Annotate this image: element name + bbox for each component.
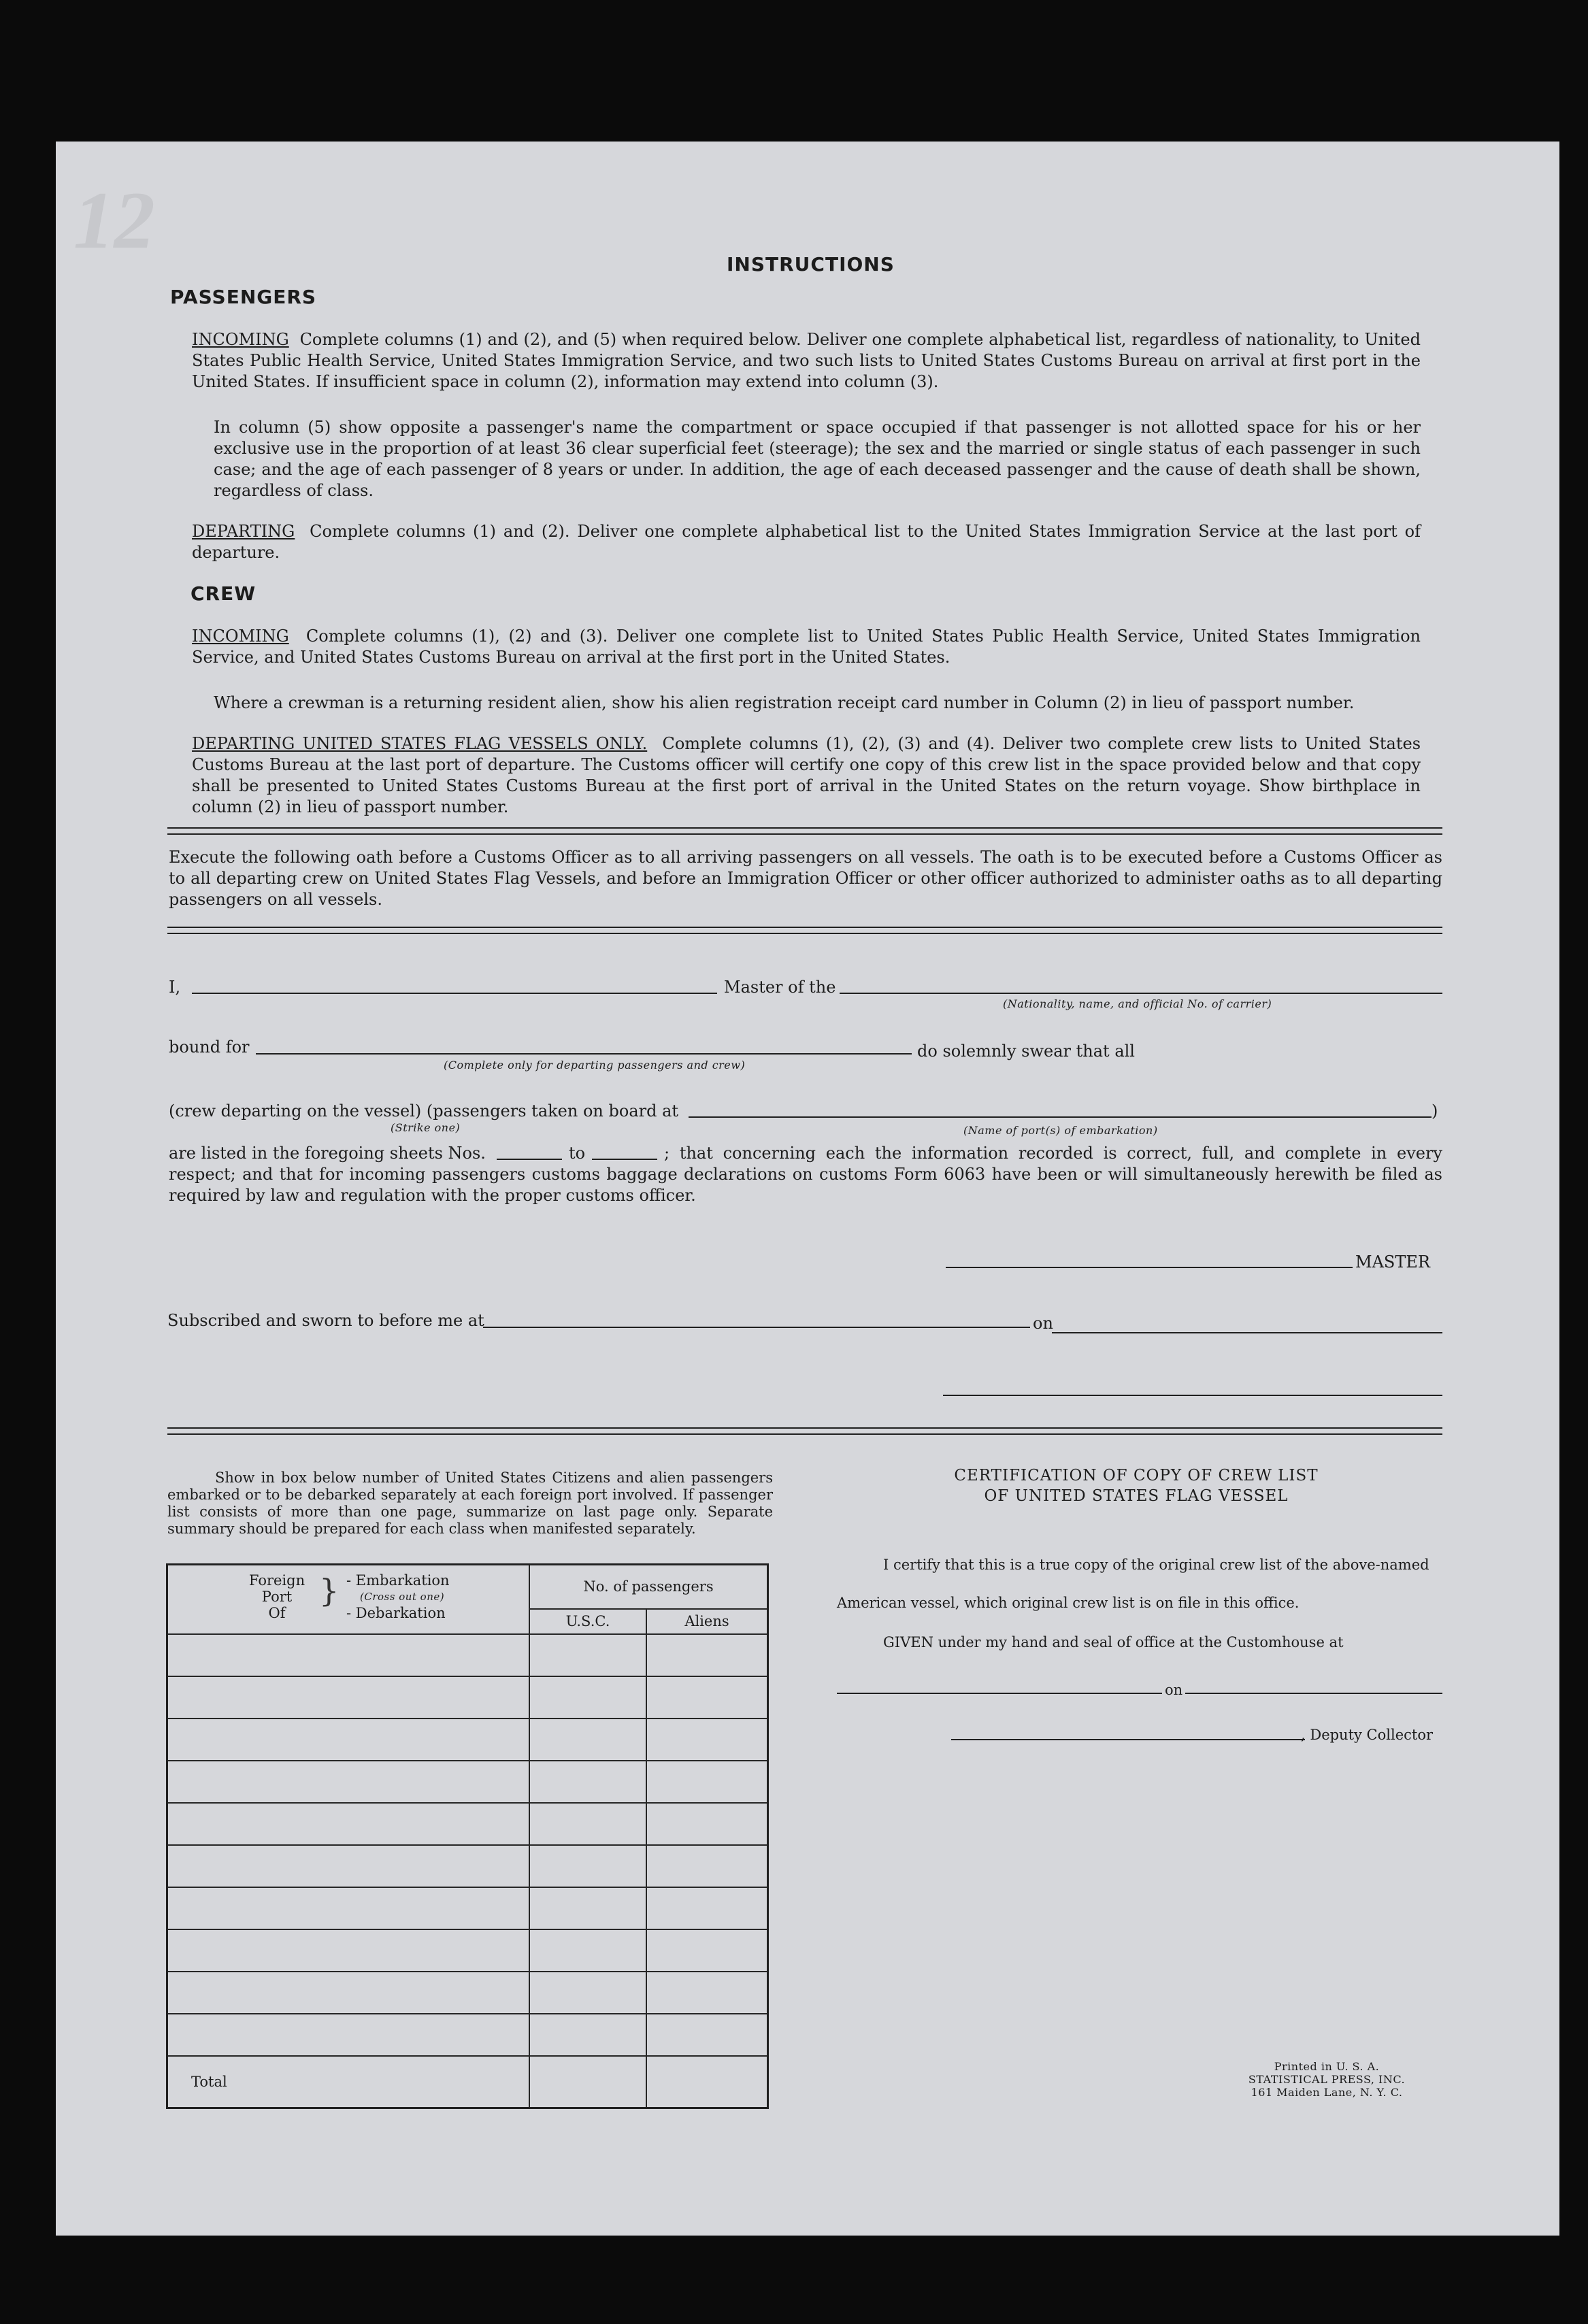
table-row <box>167 1972 768 2014</box>
deputy-collector-label: , Deputy Collector <box>1301 1727 1434 1743</box>
crew-passengers-label: (crew departing on the vessel) (passengers taken on board at <box>169 1101 679 1120</box>
embarkation-label[interactable]: - Embarkation <box>346 1572 450 1589</box>
certification-line-1: I certify that this is a true copy of the original crew list of the above-named <box>883 1557 1429 1573</box>
port-cell[interactable] <box>167 1887 530 1929</box>
port-cell[interactable] <box>167 2014 530 2056</box>
passengers-incoming-text: Complete columns (1) and (2), and (5) when required below. Deliver one complete alphabetical list, regardless of nationality, to United States Public Health Service, United States Immigration Service, and two such lists to United States Customs Bureau on arrival at first port in the United States. If insufficient space in column (2), information may extend into column (3). <box>192 330 1421 391</box>
port-header-cell <box>167 1565 530 1635</box>
bound-for-field[interactable] <box>256 1053 912 1055</box>
aliens-cell[interactable] <box>646 1887 768 1929</box>
usc-cell[interactable] <box>529 1676 646 1719</box>
subscribed-on-label: on <box>1033 1314 1053 1333</box>
port-cell[interactable] <box>167 1634 530 1676</box>
brace-icon: } <box>319 1572 340 1609</box>
subscribed-date-field[interactable] <box>1052 1332 1442 1333</box>
port-cell[interactable] <box>167 1929 530 1972</box>
aliens-cell[interactable] <box>646 2014 768 2056</box>
ports-field[interactable] <box>689 1116 1432 1118</box>
ports-caption: (Name of port(s) of embarkation) <box>963 1124 1158 1137</box>
certification-line-3: GIVEN under my hand and seal of office at the Customhouse at <box>883 1634 1344 1650</box>
table-row <box>167 1803 768 1845</box>
usc-cell[interactable] <box>529 2014 646 2056</box>
crew-incoming-instructions <box>192 626 1421 668</box>
crew-heading: CREW <box>191 582 257 605</box>
foreign-port-of-label: Foreign Port Of <box>248 1572 305 1621</box>
usc-header: U.S.C. <box>529 1609 646 1634</box>
certification-on-label: on <box>1165 1682 1183 1698</box>
passengers-departing-instructions <box>192 521 1421 563</box>
certification-title: CERTIFICATION OF COPY OF CREW LIST OF UNITED STATES FLAG VESSEL <box>954 1467 1319 1505</box>
table-row <box>167 2014 768 2056</box>
crew-resident-instructions: Where a crewman is a returning resident alien, show his alien registration receipt card number in Column (2) in lieu of passport number. <box>214 693 1355 712</box>
master-of-the-label: Master of the <box>724 978 836 997</box>
swear-label: do solemnly swear that all <box>917 1042 1135 1061</box>
port-cell[interactable] <box>167 1972 530 2014</box>
certification-date-field[interactable] <box>1185 1693 1442 1694</box>
total-label: Total <box>167 2056 530 2108</box>
master-label: MASTER <box>1355 1252 1430 1272</box>
officer-signature-field[interactable] <box>943 1395 1442 1396</box>
column5-instructions: In column (5) show opposite a passenger's name the compartment or space occupied if that passenger is not allotted space for his or her exclusive use in the proportion of at least 36 clear superficial feet (steerage); the sex and the married or single status of each passenger in such case; and the age of each passenger of 8 years or under. In addition, the age of each deceased passenger and the cause of death shall be shown, regardless of class. <box>214 418 1421 500</box>
table-row <box>167 1719 768 1761</box>
port-cell[interactable] <box>167 1845 530 1887</box>
aliens-total-cell[interactable] <box>646 2056 768 2108</box>
table-row <box>167 1929 768 1972</box>
aliens-cell[interactable] <box>646 1845 768 1887</box>
bound-for-label: bound for <box>169 1038 250 1057</box>
crew-incoming-text: Complete columns (1), (2) and (3). Deliver one complete list to United States Public Health Service, United States Immigration Service, and United States Customs Bureau on arrival at the first port in the United States. <box>192 627 1421 667</box>
aliens-cell[interactable] <box>646 1803 768 1845</box>
oath-i-label: I, <box>169 978 181 997</box>
crew-departing-text: Complete columns (1), (2), (3) and (4). Deliver two complete crew lists to United States Customs Bureau at the last port of departure. The Customs officer will certify one copy of this crew list in the space provided below and that copy shall be presented to United States Customs Bureau at the first port of arrival in the United States on the return voyage. Show birthplace in column (2) in lieu of passport number. <box>192 734 1421 816</box>
aliens-cell[interactable] <box>646 1634 768 1676</box>
aliens-cell[interactable] <box>646 1676 768 1719</box>
table-row <box>167 1676 768 1719</box>
aliens-cell[interactable] <box>646 1972 768 2014</box>
passengers-departing-label: DEPARTING <box>192 522 295 541</box>
carrier-caption: (Nationality, name, and official No. of carrier) <box>1003 997 1272 1010</box>
port-cell[interactable] <box>167 1719 530 1761</box>
total-row <box>167 2056 768 2108</box>
master-signature-field[interactable] <box>946 1267 1353 1268</box>
crew-departing-label: DEPARTING UNITED STATES FLAG VESSELS ONLY. <box>192 734 648 753</box>
usc-cell[interactable] <box>529 1972 646 2014</box>
usc-cell[interactable] <box>529 1887 646 1929</box>
aliens-cell[interactable] <box>646 1761 768 1803</box>
usc-cell[interactable] <box>529 1845 646 1887</box>
port-cell[interactable] <box>167 1761 530 1803</box>
subscribed-place-field[interactable] <box>483 1327 1030 1328</box>
usc-cell[interactable] <box>529 1634 646 1676</box>
strike-one-caption: (Strike one) <box>391 1121 461 1134</box>
no-passengers-header: No. of passengers <box>529 1565 768 1610</box>
listed-prefix: are listed in the foregoing sheets Nos. <box>169 1144 486 1163</box>
summary-instructions: Show in box below number of United States Citizens and alien passengers embarked or to be debarked separately at each foreign port involved. If passenger list consists of more than one page, summarize on last page only. Separate summary should be prepared for each class when manifested separately. <box>167 1470 773 1537</box>
usc-total-cell[interactable] <box>529 2056 646 2108</box>
usc-cell[interactable] <box>529 1761 646 1803</box>
crew-incoming-label: INCOMING <box>192 627 289 646</box>
close-paren: ) <box>1432 1101 1438 1120</box>
subscribed-label: Subscribed and sworn to before me at <box>167 1311 484 1330</box>
table-row <box>167 1761 768 1803</box>
instructions-title: INSTRUCTIONS <box>727 253 895 276</box>
usc-cell[interactable] <box>529 1803 646 1845</box>
master-name-field[interactable] <box>192 993 717 994</box>
customhouse-field[interactable] <box>837 1693 1162 1694</box>
table-row <box>167 1845 768 1887</box>
usc-cell[interactable] <box>529 1719 646 1761</box>
usc-cell[interactable] <box>529 1929 646 1972</box>
listed-to: to <box>569 1144 586 1163</box>
table-row <box>167 1634 768 1676</box>
section-divider <box>167 827 1442 835</box>
passengers-heading: PASSENGERS <box>170 286 317 308</box>
aliens-cell[interactable] <box>646 1719 768 1761</box>
deputy-signature-field[interactable] <box>951 1739 1305 1740</box>
crew-departing-instructions <box>192 733 1421 818</box>
port-cell[interactable] <box>167 1676 530 1719</box>
debarkation-label[interactable]: - Debarkation <box>346 1605 446 1621</box>
cross-out-label: (Cross out one) <box>360 1591 445 1603</box>
bound-for-caption: (Complete only for departing passengers and crew) <box>444 1059 746 1072</box>
oath-divider <box>167 927 1442 934</box>
sheet-number-mark: 12 <box>65 175 163 265</box>
port-cell[interactable] <box>167 1803 530 1845</box>
bottom-divider <box>167 1427 1442 1435</box>
passengers-incoming-instructions <box>192 329 1421 393</box>
table-row <box>167 1887 768 1929</box>
passenger-summary-table <box>166 1563 769 2109</box>
oath-intro: Execute the following oath before a Customs Officer as to all arriving passengers on all vessels. The oath is to be executed before a Customs Officer as to all departing crew on United States Flag Vessels, and before an Immigration Officer or other officer authorized to administer oaths as to all departing passengers on all vessels. <box>169 848 1442 909</box>
aliens-header: Aliens <box>646 1609 768 1634</box>
listed-statement: ; that concerning each the information recorded is correct, full, and complete in every respect; and that for incoming passengers customs baggage declarations on customs Form 6063 have been or will simultaneously herewith be filed as required by law and regulation with the proper customs officer. <box>169 1144 1442 1205</box>
printer-imprint: Printed in U. S. A. STATISTICAL PRESS, INC. 161 Maiden Lane, N. Y. C. <box>1248 2060 1406 2099</box>
passengers-departing-text: Complete columns (1) and (2). Deliver one complete alphabetical list to the United States Immigration Service at the last port of departure. <box>192 522 1421 562</box>
certification-line-2: American vessel, which original crew list is on file in this office. <box>837 1595 1300 1611</box>
carrier-field[interactable] <box>840 993 1442 994</box>
passengers-incoming-label: INCOMING <box>192 330 289 349</box>
aliens-cell[interactable] <box>646 1929 768 1972</box>
